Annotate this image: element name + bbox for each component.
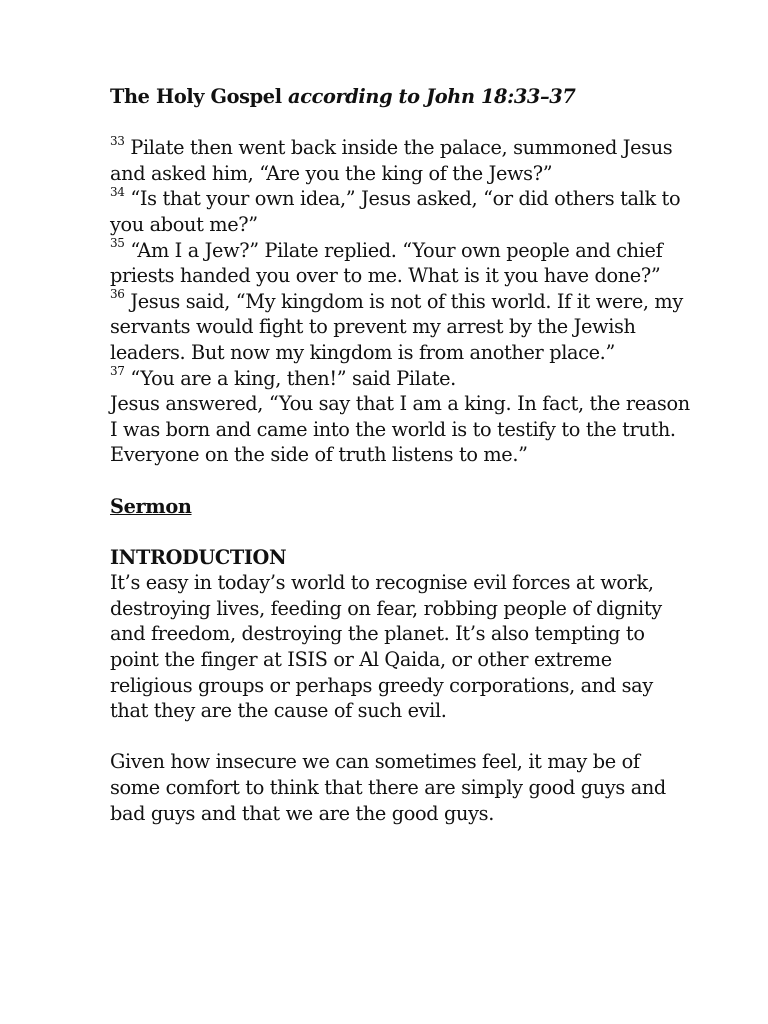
- introduction-paragraph: It’s easy in today’s world to recognise evil forces at work, destroying lives, feeding on fear, robbing people of dignity and freedom, destroying the planet. It’s also tempting to point the finger at ISIS or Al Qaida, or other extreme religious groups or perhaps greedy corporations, and say that they are the cause of such evil.: [110, 571, 662, 723]
- verse-33: [110, 135, 690, 186]
- verse-number: 36: [110, 287, 125, 302]
- verse-34: [110, 186, 690, 237]
- verse-number: 34: [110, 184, 125, 199]
- introduction-heading: INTRODUCTION: [110, 545, 287, 569]
- gospel-title: [110, 84, 690, 110]
- gospel-title-reference: according to John 18:33–37: [288, 85, 576, 108]
- verse-37: [110, 366, 690, 392]
- verse-35: [110, 238, 690, 289]
- body-paragraph: Given how insecure we can sometimes feel, it may be of some comfort to think that there are simply good guys and bad guys and that we are the good guys.: [110, 750, 666, 825]
- verse-number: 33: [110, 133, 125, 148]
- verse-text: Jesus said, “My kingdom is not of this world. If it were, my servants would fight to prevent my arrest by the Jewish leaders. But now my kingdom is from another place.”: [110, 289, 683, 364]
- verse-37-continuation: Jesus answered, “You say that I am a king. In fact, the reason I was born and came into the world is to testify to the truth. Everyone on the side of truth listens to me.”: [110, 392, 690, 467]
- document-page: [110, 84, 690, 826]
- verse-text: “You are a king, then!” said Pilate.: [124, 366, 456, 390]
- verse-36: [110, 289, 690, 366]
- verse-number: 35: [110, 236, 125, 251]
- verse-text: “Am I a Jew?” Pilate replied. “Your own people and chief priests handed you over to me. What is it you have done?”: [110, 238, 663, 288]
- sermon-heading: Sermon: [110, 494, 192, 518]
- gospel-title-main: The Holy Gospel: [110, 85, 289, 108]
- verse-text: Pilate then went back inside the palace, summoned Jesus and asked him, “Are you the king of the Jews?”: [110, 136, 673, 185]
- verse-text: “Is that your own idea,” Jesus asked, “or did others talk to you about me?”: [110, 187, 681, 236]
- verse-number: 37: [110, 364, 125, 379]
